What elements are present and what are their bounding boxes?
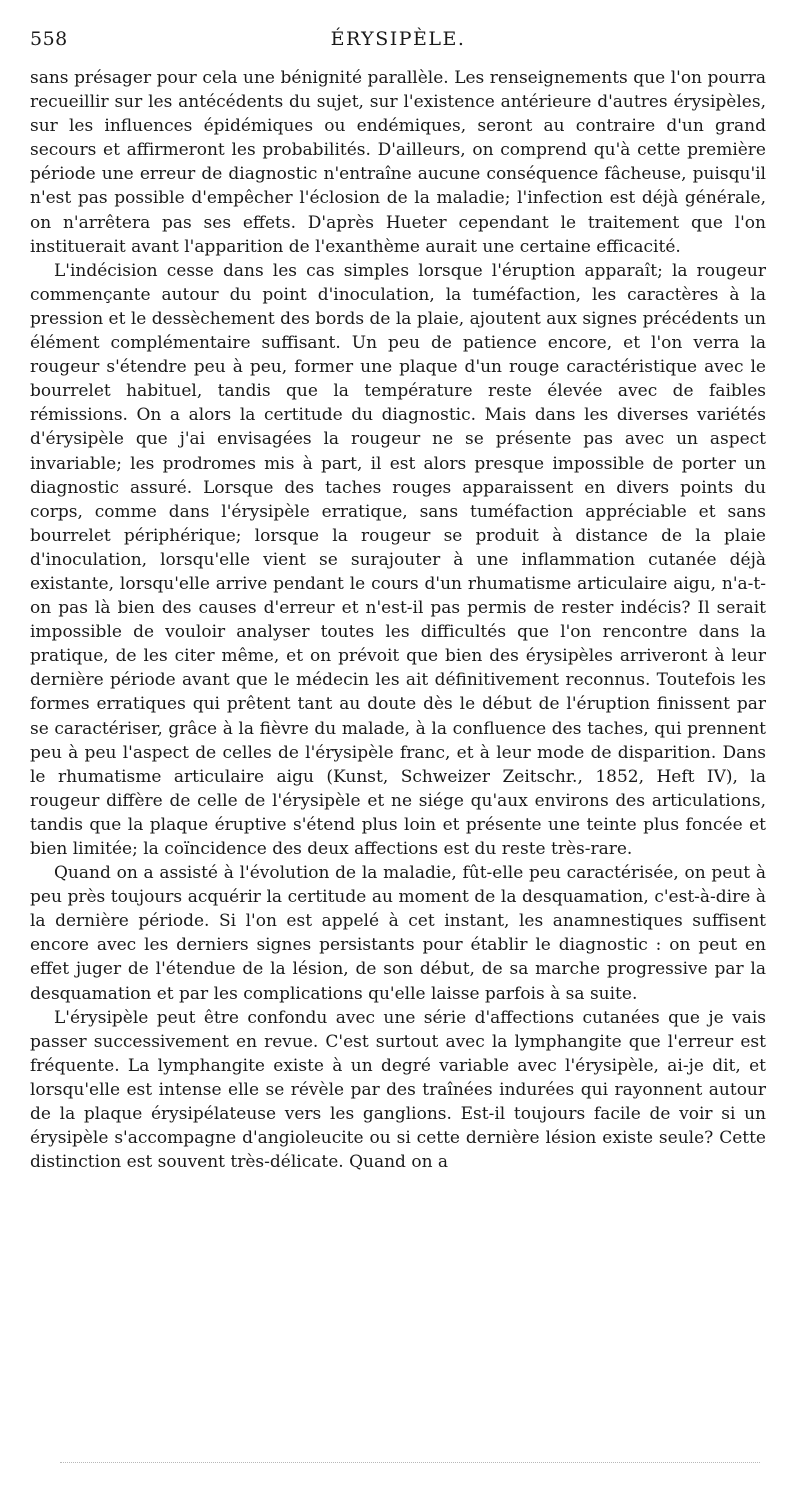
paragraph-lymphangite: L'érysipèle peut être confondu avec une série d'affections cutanées que je vais passer successivement en revue. C'est surtout avec la lymphangite que l'erreur est fréquente. La lymphangite existe à un degré variable avec l'érysipèle, ai-je dit, et lorsqu'elle est intense elle se révèle par des traînées indurées qui rayonnent autour de la plaque érysipélateuse vers les ganglions. Est-il toujours facile de voir si un érysipèle s'accompagne d'angioleucite ou si cette dernière lésion existe seule? Cette distinction est souvent très-délicate. Quand on a: [30, 1007, 766, 1173]
paragraph-eruption: L'indécision cesse dans les cas simples lorsque l'éruption apparaît; la rougeur commençante autour du point d'inoculation, la tuméfaction, les caractères à la pression et le dessèchement des bords de la plaie, ajoutent aux signes précédents un élément complémentaire suffisant. Un peu de patience encore, et l'on verra la rougeur s'étendre peu à peu, former une plaque d'un rouge caractéristique avec le bourrelet habituel, tandis que la température reste élevée avec de faibles rémissions. On a alors la certitude du diagnostic. Mais dans les diverses variétés d'érysipèle que j'ai envisagées la rougeur ne se présente pas avec un aspect invariable; les prodromes mis à part, il est alors presque impossible de porter un diagnostic assuré. Lorsque des taches rouges apparaissent en divers points du corps, comme dans l'érysipèle erratique, sans tuméfaction appréciable et sans bourrelet périphérique; lorsque la rougeur se produit à distance de la plaie d'inoculation, lorsqu'elle vient se surajouter à une inflammation cutanée déjà existante, lorsqu'elle arrive pendant le cours d'un rhumatisme articulaire aigu, n'a-t-on pas là bien des causes d'erreur et n'est-il pas permis de rester indécis? Il serait impossible de vouloir analyser toutes les difficultés que l'on rencontre dans la pratique, de les citer même, et on prévoit que bien des érysipèles arriveront à leur dernière période avant que le médecin les ait définitivement reconnus. Toutefois les formes erratiques qui prêtent tant au doute dès le début de l'éruption finissent par se caractériser, grâce à la fièvre du malade, à la confluence des taches, qui prennent peu à peu l'aspect de celles de l'érysipèle franc, et à leur mode de disparition. Dans le rhumatisme articulaire aigu (Kunst, Schweizer Zeitschr., 1852, Heft IV), la rougeur diffère de celle de l'érysipèle et ne siége qu'aux environs des articulations, tandis que la plaque éruptive s'étend plus loin et présente une teinte plus foncée et bien limitée; la coïncidence des deux affections est du reste très-rare.: [30, 260, 766, 859]
footer-divider: [60, 1462, 760, 1463]
book-page: [30, 28, 766, 1174]
running-title: ÉRYSIPÈLE.: [330, 28, 466, 50]
body-text: [30, 66, 766, 1174]
page-number: 558: [30, 28, 68, 50]
paragraph-desquamation: Quand on a assisté à l'évolution de la maladie, fût-elle peu caractérisée, on peut à peu près toujours acquérir la certitude au moment de la desquamation, c'est-à-dire à la dernière période. Si l'on est appelé à cet instant, les anamnestiques suffisent encore avec les derniers signes persistants pour établir le diagnostic : on peut en effet juger de l'étendue de la lésion, de son début, de sa marche progressive par la desquamation et par les complications qu'elle laisse parfois à sa suite.: [30, 863, 766, 1004]
page-header: [30, 28, 766, 60]
paragraph-continuation: sans présager pour cela une bénignité parallèle. Les renseignements que l'on pourra recueillir sur les antécédents du sujet, sur l'existence antérieure d'autres érysipèles, sur les influences épidémiques ou endémiques, seront au contraire d'un grand secours et affirmeront les probabilités. D'ailleurs, on comprend qu'à cette première période une erreur de diagnostic n'entraîne aucune conséquence fâcheuse, puisqu'il n'est pas possible d'empêcher l'éclosion de la maladie; l'infection est déjà générale, on n'arrêtera pas ses effets. D'après Hueter cependant le traitement que l'on instituerait avant l'apparition de l'exanthème aurait une certaine efficacité.: [30, 68, 766, 257]
